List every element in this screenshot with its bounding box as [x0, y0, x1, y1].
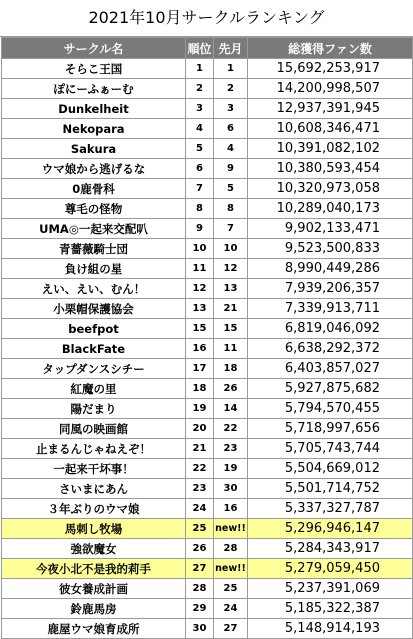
last-month-cell: 13	[214, 279, 248, 299]
total-fans-cell: 5,148,914,193	[248, 619, 413, 639]
rank-cell: 23	[186, 479, 214, 499]
last-month-cell: new!!	[214, 519, 248, 539]
table-row	[2, 559, 413, 579]
circle-name-cell: 鹿屋ウマ娘育成所	[2, 619, 186, 639]
last-month-cell: 25	[214, 579, 248, 599]
table-row	[2, 99, 413, 119]
rank-cell: 19	[186, 399, 214, 419]
last-month-cell: 28	[214, 539, 248, 559]
circle-name-cell: さいまにあん	[2, 479, 186, 499]
rank-cell: 22	[186, 459, 214, 479]
rank-cell: 1	[186, 59, 214, 79]
last-month-cell: 26	[214, 379, 248, 399]
rank-cell: 30	[186, 619, 214, 639]
total-fans-cell: 6,638,292,372	[248, 339, 413, 359]
rank-cell: 17	[186, 359, 214, 379]
total-fans-cell: 6,403,857,027	[248, 359, 413, 379]
last-month-cell: 16	[214, 499, 248, 519]
table-row	[2, 339, 413, 359]
table-row	[2, 359, 413, 379]
total-fans-cell: 5,705,743,744	[248, 439, 413, 459]
total-fans-cell: 7,339,913,711	[248, 299, 413, 319]
total-fans-cell: 14,200,998,507	[248, 79, 413, 99]
rank-cell: 29	[186, 599, 214, 619]
last-month-cell: 6	[214, 119, 248, 139]
total-fans-cell: 5,237,391,069	[248, 579, 413, 599]
last-month-cell: 11	[214, 339, 248, 359]
total-fans-cell: 7,939,206,357	[248, 279, 413, 299]
rank-cell: 20	[186, 419, 214, 439]
table-row	[2, 519, 413, 539]
circle-name-cell: Nekopara	[2, 119, 186, 139]
table-row	[2, 79, 413, 99]
circle-name-cell: 0鹿骨科	[2, 179, 186, 199]
table-row	[2, 239, 413, 259]
circle-name-cell: BlackFate	[2, 339, 186, 359]
table-row	[2, 439, 413, 459]
rank-cell: 10	[186, 239, 214, 259]
page-title: 2021年10月サークルランキング	[0, 0, 413, 37]
total-fans-cell: 5,185,322,387	[248, 599, 413, 619]
table-row	[2, 579, 413, 599]
last-month-cell: 14	[214, 399, 248, 419]
last-month-cell: 3	[214, 99, 248, 119]
total-fans-cell: 5,279,059,450	[248, 559, 413, 579]
total-fans-cell: 10,320,973,058	[248, 179, 413, 199]
last-month-cell: 19	[214, 459, 248, 479]
rank-cell: 28	[186, 579, 214, 599]
circle-name-cell: そらこ王国	[2, 59, 186, 79]
circle-name-cell: 同風の映画館	[2, 419, 186, 439]
last-month-cell: 30	[214, 479, 248, 499]
table-row	[2, 379, 413, 399]
total-fans-cell: 9,902,133,471	[248, 219, 413, 239]
last-month-cell: 5	[214, 179, 248, 199]
rank-cell: 2	[186, 79, 214, 99]
total-fans-cell: 5,501,714,752	[248, 479, 413, 499]
circle-name-cell: 止まるんじゃねえぞ！	[2, 439, 186, 459]
last-month-cell: 27	[214, 619, 248, 639]
table-row	[2, 179, 413, 199]
table-row	[2, 479, 413, 499]
table-row	[2, 399, 413, 419]
rank-cell: 5	[186, 139, 214, 159]
total-fans-cell: 5,927,875,682	[248, 379, 413, 399]
total-fans-cell: 8,990,449,286	[248, 259, 413, 279]
last-month-cell: 24	[214, 599, 248, 619]
table-header-row	[2, 38, 413, 59]
table-row	[2, 199, 413, 219]
circle-name-cell: Dunkelheit	[2, 99, 186, 119]
last-month-cell: 23	[214, 439, 248, 459]
last-month-cell: 2	[214, 79, 248, 99]
rank-cell: 3	[186, 99, 214, 119]
circle-name-cell: 紅魔の里	[2, 379, 186, 399]
total-fans-cell: 5,718,997,656	[248, 419, 413, 439]
last-month-cell: 21	[214, 299, 248, 319]
table-row	[2, 219, 413, 239]
total-fans-cell: 10,380,593,454	[248, 159, 413, 179]
table-row	[2, 299, 413, 319]
rank-cell: 25	[186, 519, 214, 539]
last-month-cell: 22	[214, 419, 248, 439]
circle-name-cell: 尊毛の怪物	[2, 199, 186, 219]
last-month-cell: 4	[214, 139, 248, 159]
last-month-cell: 12	[214, 259, 248, 279]
rank-cell: 27	[186, 559, 214, 579]
table-row	[2, 159, 413, 179]
table-row	[2, 539, 413, 559]
circle-name-cell: beefpot	[2, 319, 186, 339]
table-row	[2, 319, 413, 339]
rank-cell: 21	[186, 439, 214, 459]
column-header-circle-name: サークル名	[2, 38, 186, 59]
table-row	[2, 599, 413, 619]
circle-name-cell: 彼女養成計画	[2, 579, 186, 599]
table-row	[2, 59, 413, 79]
total-fans-cell: 12,937,391,945	[248, 99, 413, 119]
circle-name-cell: 今夜小北不是我的莉手	[2, 559, 186, 579]
total-fans-cell: 5,296,946,147	[248, 519, 413, 539]
circle-name-cell: ウマ娘から逃げるな	[2, 159, 186, 179]
column-header-rank: 順位	[186, 38, 214, 59]
total-fans-cell: 6,819,046,092	[248, 319, 413, 339]
total-fans-cell: 9,523,500,833	[248, 239, 413, 259]
rank-cell: 12	[186, 279, 214, 299]
circle-name-cell: 負け組の星	[2, 259, 186, 279]
total-fans-cell: 10,391,082,102	[248, 139, 413, 159]
column-header-last-month: 先月	[214, 38, 248, 59]
last-month-cell: 8	[214, 199, 248, 219]
total-fans-cell: 5,284,343,917	[248, 539, 413, 559]
rank-cell: 15	[186, 319, 214, 339]
last-month-cell: 10	[214, 239, 248, 259]
table-row	[2, 279, 413, 299]
table-row	[2, 419, 413, 439]
rank-cell: 11	[186, 259, 214, 279]
circle-name-cell: Sakura	[2, 139, 186, 159]
ranking-table	[1, 37, 413, 639]
last-month-cell: new!!	[214, 559, 248, 579]
total-fans-cell: 5,504,669,012	[248, 459, 413, 479]
circle-name-cell: UMA◎一起来交配叭	[2, 219, 186, 239]
circle-name-cell: タップダンスシチー	[2, 359, 186, 379]
table-row	[2, 119, 413, 139]
rank-cell: 6	[186, 159, 214, 179]
total-fans-cell: 10,608,346,471	[248, 119, 413, 139]
circle-name-cell: 鈴鹿馬房	[2, 599, 186, 619]
last-month-cell: 9	[214, 159, 248, 179]
circle-name-cell: ３年ぶりのウマ娘	[2, 499, 186, 519]
total-fans-cell: 15,692,253,917	[248, 59, 413, 79]
total-fans-cell: 5,794,570,455	[248, 399, 413, 419]
column-header-total-fans: 総獲得ファン数	[248, 38, 413, 59]
circle-name-cell: 一起来干坏事！	[2, 459, 186, 479]
rank-cell: 9	[186, 219, 214, 239]
rank-cell: 13	[186, 299, 214, 319]
circle-name-cell: 馬刺し牧場	[2, 519, 186, 539]
rank-cell: 26	[186, 539, 214, 559]
table-row	[2, 139, 413, 159]
last-month-cell: 15	[214, 319, 248, 339]
rank-cell: 8	[186, 199, 214, 219]
rank-cell: 16	[186, 339, 214, 359]
circle-name-cell: 強欲魔女	[2, 539, 186, 559]
circle-name-cell: 青薔薇騎士団	[2, 239, 186, 259]
circle-name-cell: ぽにーふぁーむ	[2, 79, 186, 99]
last-month-cell: 18	[214, 359, 248, 379]
table-row	[2, 619, 413, 639]
rank-cell: 24	[186, 499, 214, 519]
table-row	[2, 459, 413, 479]
last-month-cell: 1	[214, 59, 248, 79]
table-row	[2, 499, 413, 519]
last-month-cell: 7	[214, 219, 248, 239]
total-fans-cell: 5,337,327,787	[248, 499, 413, 519]
total-fans-cell: 10,289,040,173	[248, 199, 413, 219]
rank-cell: 7	[186, 179, 214, 199]
circle-name-cell: 陽だまり	[2, 399, 186, 419]
circle-name-cell: えい、えい、むん！	[2, 279, 186, 299]
table-row	[2, 259, 413, 279]
rank-cell: 18	[186, 379, 214, 399]
circle-name-cell: 小栗帽保護協会	[2, 299, 186, 319]
rank-cell: 4	[186, 119, 214, 139]
